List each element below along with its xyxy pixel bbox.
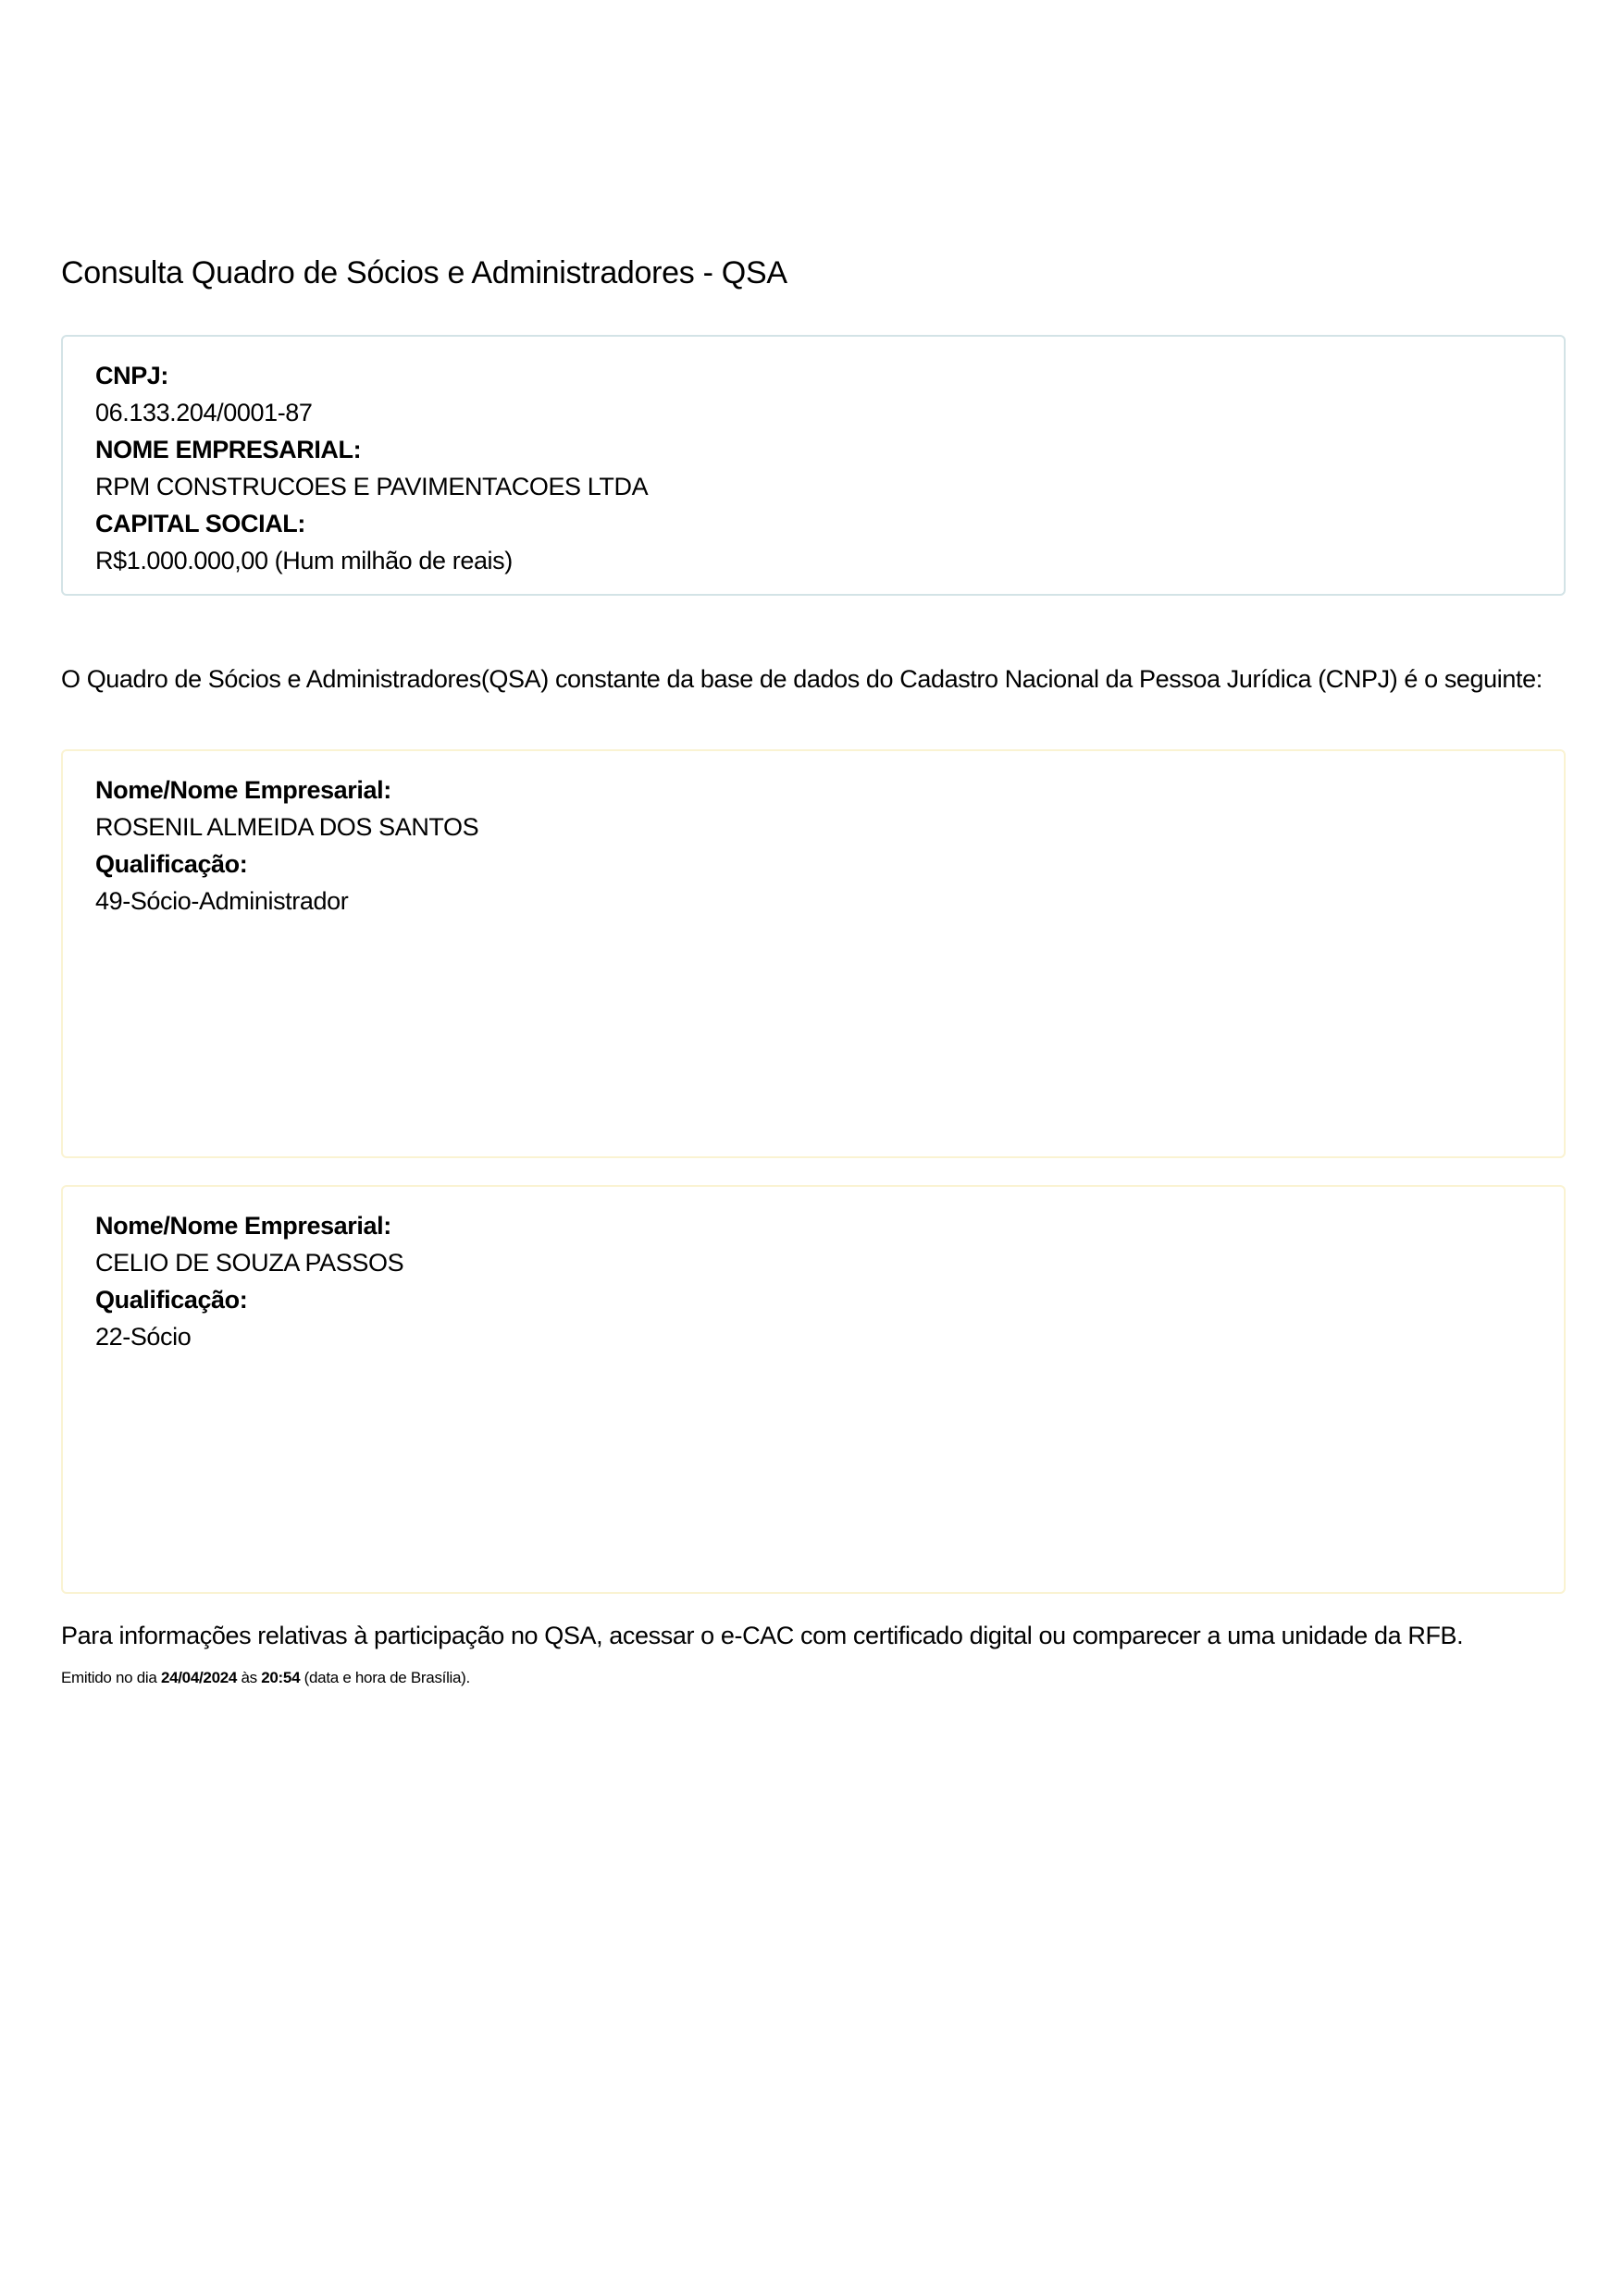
partner-qualification-value: 49-Sócio-Administrador: [95, 887, 349, 915]
footer-text: Para informações relativas à participação no QSA, acessar o e-CAC com certificado digital ou comparecer a uma unidade da RFB.: [61, 1622, 1464, 1649]
partner-name-value: CELIO DE SOUZA PASSOS: [95, 1249, 404, 1277]
partner-name-label: Nome/Nome Empresarial:: [95, 776, 391, 804]
emission-text: [61, 1667, 470, 1689]
emission-date: 24/04/2024: [160, 1669, 238, 1686]
capital-label: CAPITAL SOCIAL:: [95, 510, 305, 537]
emission-middle: às: [237, 1669, 262, 1686]
company-info-box: [61, 335, 1566, 596]
cnpj-value: 06.133.204/0001-87: [95, 399, 313, 426]
partner-name-value: ROSENIL ALMEIDA DOS SANTOS: [95, 813, 479, 841]
cnpj-label: CNPJ:: [95, 362, 169, 389]
partner-name-label: Nome/Nome Empresarial:: [95, 1212, 391, 1240]
partner-box-1: [61, 749, 1566, 1158]
emission-suffix: (data e hora de Brasília).: [300, 1669, 470, 1686]
company-name-label: NOME EMPRESARIAL:: [95, 436, 362, 463]
capital-value: R$1.000.000,00 (Hum milhão de reais): [95, 547, 513, 574]
partner-qualification-value: 22-Sócio: [95, 1323, 192, 1351]
page-title: Consulta Quadro de Sócios e Administradores - QSA: [61, 255, 787, 290]
partner-qualification-label: Qualificação:: [95, 1286, 248, 1314]
company-name-value: RPM CONSTRUCOES E PAVIMENTACOES LTDA: [95, 473, 649, 500]
intro-text: O Quadro de Sócios e Administradores(QSA) constante da base de dados do Cadastro Nacional da Pessoa Jurídica (CNPJ) é o seguinte:: [61, 665, 1542, 693]
partner-box-2: [61, 1185, 1566, 1594]
emission-time: 20:54: [261, 1669, 301, 1686]
emission-prefix: Emitido no dia: [61, 1669, 161, 1686]
partner-qualification-label: Qualificação:: [95, 850, 248, 878]
